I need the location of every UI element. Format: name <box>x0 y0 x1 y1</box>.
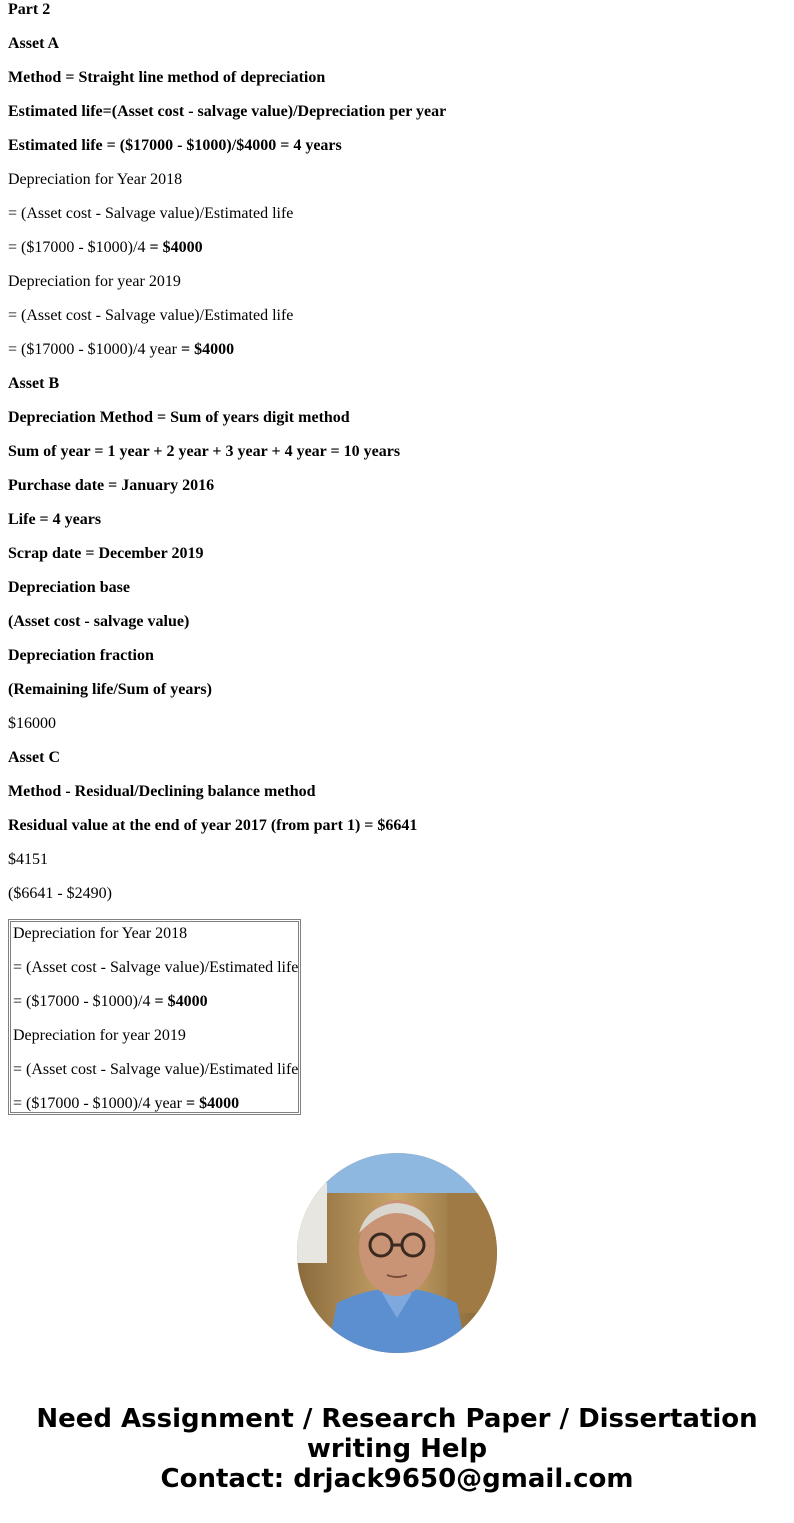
dep-2018-formula: = (Asset cost - Salvage value)/Estimated life <box>8 205 294 222</box>
asset-a-method: Method = Straight line method of depreciation <box>8 69 326 86</box>
box-dep-2018-calc-result: = $4000 <box>154 993 208 1010</box>
sum-of-years: Sum of year = 1 year + 2 year + 3 year + 4 year = 10 years <box>8 443 401 460</box>
box-dep-2018-calc <box>13 992 298 1026</box>
box-dep-2018-formula: = (Asset cost - Salvage value)/Estimated life <box>13 959 299 976</box>
promo-line-2: writing Help <box>306 1434 488 1464</box>
dep-fraction-formula: (Remaining life/Sum of years) <box>8 681 212 698</box>
table-cell <box>10 921 299 1113</box>
promo-line-1: Need Assignment / Research Paper / Dissertation <box>36 1404 758 1434</box>
asset-life: Life = 4 years <box>8 511 102 528</box>
estimated-life-calc: Estimated life = ($17000 - $1000)/$4000 = 4 years <box>8 137 342 154</box>
tutor-photo <box>297 1153 497 1353</box>
dep-base-label: Depreciation base <box>8 579 130 596</box>
dep-2018-label: Depreciation for Year 2018 <box>8 171 183 188</box>
asset-c-method: Method - Residual/Declining balance method <box>8 783 316 800</box>
scrap-date: Scrap date = December 2019 <box>8 545 204 562</box>
box-dep-2019-calc <box>13 1094 298 1128</box>
promo-contact: Contact: drjack9650@gmail.com <box>160 1464 634 1494</box>
residual-value-2017: Residual value at the end of year 2017 (from part 1) = $6641 <box>8 817 418 834</box>
asset-a-heading: Asset A <box>8 35 60 52</box>
box-dep-2019-formula: = (Asset cost - Salvage value)/Estimated life <box>13 1061 299 1078</box>
estimated-life-formula: Estimated life=(Asset cost - salvage value)/Depreciation per year <box>8 103 447 120</box>
part-heading: Part 2 <box>8 1 51 18</box>
asset-b-heading: Asset B <box>8 375 60 392</box>
dep-2018-calc <box>8 238 788 272</box>
dep-2019-formula: = (Asset cost - Salvage value)/Estimated life <box>8 307 294 324</box>
purchase-date: Purchase date = January 2016 <box>8 477 215 494</box>
asset-c-value: $4151 <box>8 851 48 868</box>
asset-b-method: Depreciation Method = Sum of years digit method <box>8 409 350 426</box>
dep-2018-calc-result: = $4000 <box>149 239 203 256</box>
bordered-table <box>8 919 301 1115</box>
dep-2019-calc <box>8 340 788 374</box>
promo-banner <box>0 1404 794 1494</box>
dep-2018-calc-expr: = ($17000 - $1000)/4 <box>8 239 150 256</box>
dep-base-value: $16000 <box>8 715 56 732</box>
dep-2019-label: Depreciation for year 2019 <box>8 273 181 290</box>
dep-base-formula: (Asset cost - salvage value) <box>8 613 190 630</box>
box-dep-2019-calc-expr: = ($17000 - $1000)/4 year <box>13 1095 186 1112</box>
box-dep-2018-label: Depreciation for Year 2018 <box>13 925 188 942</box>
dep-2019-calc-expr: = ($17000 - $1000)/4 year <box>8 341 181 358</box>
dep-2019-calc-result: = $4000 <box>180 341 235 358</box>
tutor-avatar <box>297 1153 497 1353</box>
asset-c-heading: Asset C <box>8 749 60 766</box>
solution-text <box>8 0 788 918</box>
asset-c-calc: ($6641 - $2490) <box>8 885 112 902</box>
box-dep-2019-label: Depreciation for year 2019 <box>13 1027 186 1044</box>
dep-fraction-label: Depreciation fraction <box>8 647 154 664</box>
box-dep-2018-calc-expr: = ($17000 - $1000)/4 <box>13 993 155 1010</box>
box-dep-2019-calc-result: = $4000 <box>185 1095 240 1112</box>
